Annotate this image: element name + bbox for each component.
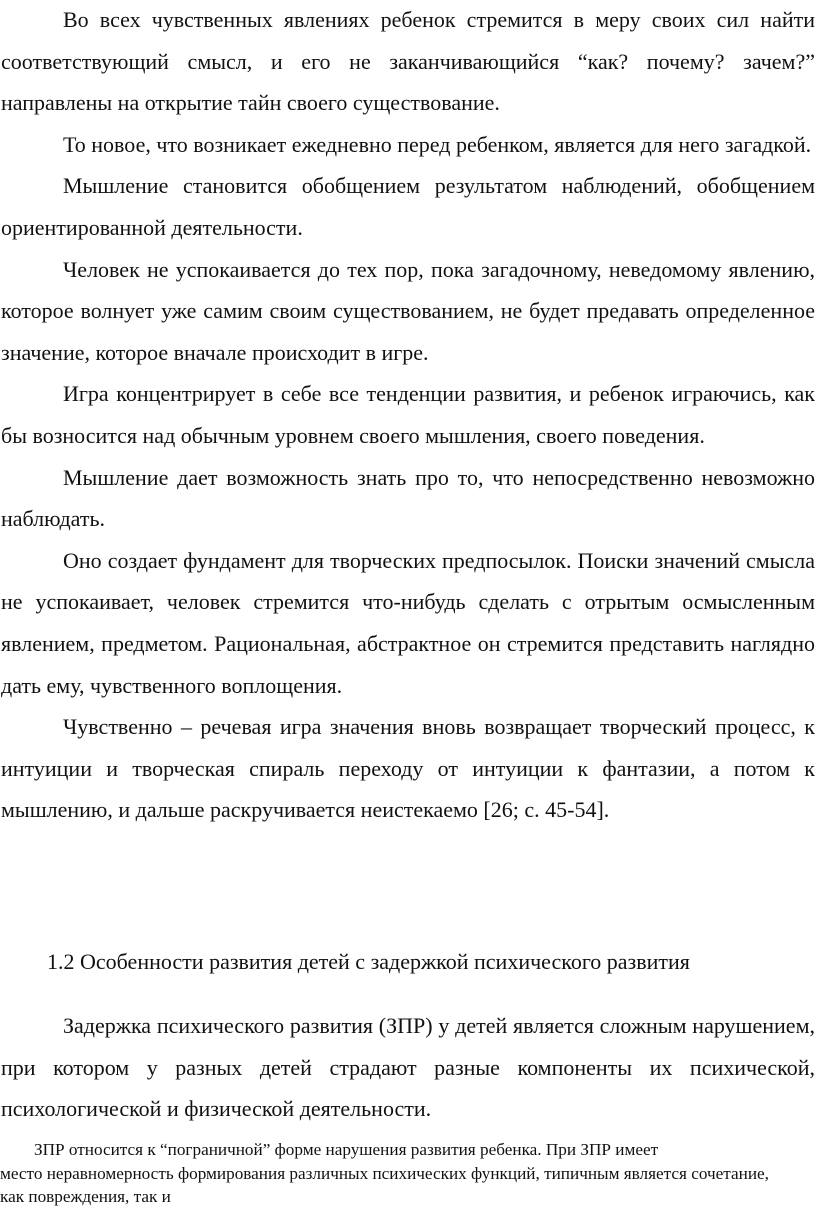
paragraph-6: Мышление дает возможность знать про то, что непосредственно невозможно наблюдать. xyxy=(1,464,815,532)
paragraph-3: Мышление становится обобщением результатом наблюдений, обобщением ориентированной деятельности. xyxy=(1,173,815,240)
section-paragraph: Задержка психического развития (ЗПР) у детей является сложным нарушением, при котором у разных детей страдают разные компоненты их психической, психологической и физической деятельности. xyxy=(1,1013,815,1122)
footnote xyxy=(0,1138,780,1209)
paragraph-8: Чувственно – речевая игра значения вновь возвращает творческий процесс, к интуиции и творческая спираль переходу от интуиции к фантазии, а потом к мышлению, и дальше раскручивается неистекаемо [26; с. 45-54]. xyxy=(1,714,815,823)
footnote-line-1: ЗПР относится к “пограничной” форме нарушения развития ребенка. При ЗПР имеет xyxy=(34,1140,659,1159)
paragraph-1: Во всех чувственных явлениях ребенок стремится в меру своих сил найти соответствующий смысл, и его не заканчивающийся “как? почему? зачем?” направлены на открытие тайн своего существование. xyxy=(1,7,815,116)
paragraph-7: Оно создает фундамент для творческих предпосылок. Поиски значений смысла не успокаивает, человек стремится что-нибудь сделать с отрытым осмысленным явлением, предметом. Рациональная, абстрактное он стремится представить наглядно дать ему, чувственного воплощения. xyxy=(1,547,815,698)
section-body xyxy=(0,1005,816,1130)
section-heading: 1.2 Особенности развития детей с задержкой психического развития xyxy=(47,949,690,974)
paragraph-4: Человек не успокаивается до тех пор, пока загадочному, неведомому явлению, которое волнует уже самим своим существованием, не будет предавать определенное значение, которое вначале происходит в игре. xyxy=(1,256,815,365)
footnote-rest: место неравномерность формирования различных психических функций, типичным является сочетание, как повреждения, так и xyxy=(0,1163,769,1206)
paragraph-5: Игра концентрирует в себе все тенденции развития, и ребенок играючись, как бы возносится над обычным уровнем своего мышления, своего поведения. xyxy=(1,381,815,448)
paragraph-2: То новое, что возникает ежедневно перед ребенком, является для него загадкой. xyxy=(63,131,812,157)
